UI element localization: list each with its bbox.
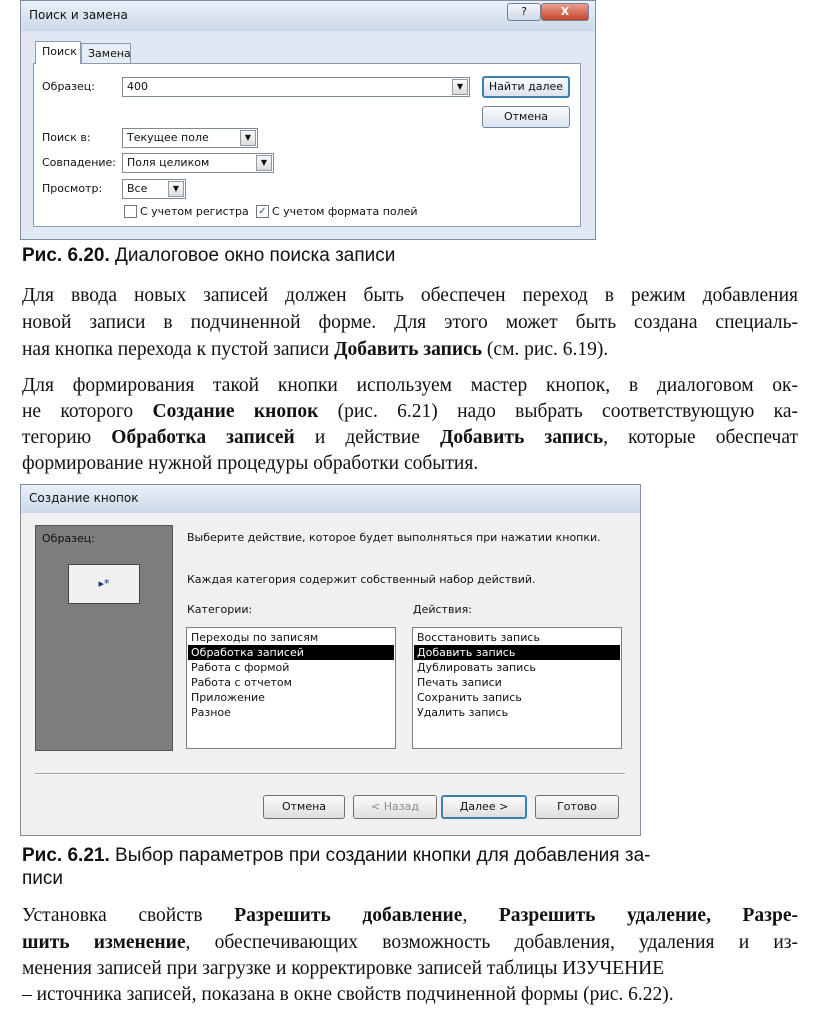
next-button[interactable]: Далее > [441,795,527,819]
match-value: Поля целиком [127,156,210,169]
sample-preview [35,525,173,751]
category-note: Каждая категория содержит собственный набор действий. [187,573,536,586]
match-select[interactable] [122,153,274,173]
pattern-value: 400 [127,80,148,93]
chevron-down-icon[interactable]: ▼ [256,155,272,171]
list-item[interactable]: Разное [191,706,231,719]
pattern-label: Образец: [42,80,95,93]
search-in-label: Поиск в: [42,131,91,144]
case-sensitive-label: С учетом регистра [140,205,249,218]
text-line [22,425,798,451]
text-line: Для ввода новых записей должен быть обеспечен переход в режим добавления [22,285,798,306]
button-wizard-dialog [20,484,641,836]
finish-button[interactable]: Готово [535,795,619,819]
pattern-input[interactable] [122,77,470,97]
list-item-selected[interactable]: Добавить запись [414,645,620,660]
divider [35,773,625,775]
text-line: формирование нужной процедуры обработки события. [22,453,479,474]
figure-caption-text: Диалоговое окно поиска записи [115,245,396,266]
figure-number: Рис. 6.20. [22,245,110,266]
actions-label: Действия: [413,603,472,616]
close-button[interactable]: X [541,3,589,21]
title-bar [21,485,640,513]
search-in-value: Текущее поле [127,131,209,144]
text-span: не которого [22,401,153,422]
search-in-select[interactable] [122,128,258,148]
bold-term: Обработка записей [111,427,295,448]
text-span: (рис. 6.21) надо выбрать соответствующую ка- [318,401,798,422]
actions-list[interactable] [412,627,622,749]
view-select[interactable] [122,179,186,199]
dialog-title: Создание кнопок [29,491,139,505]
field-format-checkbox[interactable] [256,205,269,218]
list-item[interactable]: Работа с отчетом [191,676,292,689]
text-line: менения записей при загрузке и корректировке записей таблицы ИЗУЧЕНИЕ [22,958,665,979]
text-line: – источника записей, показана в окне свойств подчиненной формы (рис. 6.22). [22,984,674,1005]
cancel-button[interactable]: Отмена [482,106,570,128]
text-span: (см. рис. 6.19). [482,339,609,360]
categories-list[interactable] [186,627,396,749]
checkmark-icon: ✓ [258,206,267,217]
text-span: , которые обеспечат [603,427,798,448]
chevron-down-icon[interactable]: ▼ [452,79,468,95]
bold-term: Добавить запись [334,339,483,360]
list-item[interactable]: Приложение [191,691,265,704]
bold-term: Создание кнопок [152,401,319,422]
view-value: Все [127,182,148,195]
text-span: Установка свойств [22,905,235,926]
text-line [22,903,798,929]
new-record-icon: ▸* [68,564,140,604]
list-item[interactable]: Переходы по записям [191,631,319,644]
match-label: Совпадение: [42,156,117,169]
case-sensitive-checkbox[interactable] [124,205,137,218]
figure-number: Рис. 6.21. [22,845,110,866]
text-span: тегорию [22,427,112,448]
list-item[interactable]: Удалить запись [417,706,509,719]
tab-search[interactable]: Поиск [35,41,81,64]
list-item[interactable]: Печать записи [417,676,502,689]
figure-caption-6-20 [22,244,395,267]
text-line [22,399,798,425]
figure-caption-6-21 [22,844,802,890]
chevron-down-icon[interactable]: ▼ [240,130,256,146]
search-panel [33,63,581,227]
cancel-button[interactable]: Отмена [263,795,345,819]
list-item[interactable]: Восстановить запись [417,631,540,644]
categories-label: Категории: [187,603,253,616]
text-span: , обеспечивающих возможность добавления, удаления и из- [185,932,798,953]
tab-replace[interactable]: Замена [81,43,131,63]
bold-term: шить изменение [22,932,186,953]
caption-line: писи [22,868,64,889]
text-line: новой записи в подчиненной форме. Для этого может быть создана специаль- [22,312,798,333]
text-span: ная кнопка перехода к пустой записи [22,339,335,360]
bold-term: Разрешить удаление, Разре- [498,905,798,926]
list-item[interactable]: Сохранить запись [417,691,522,704]
back-button[interactable]: < Назад [353,795,437,819]
bold-term: Добавить запись [439,427,604,448]
text-line [22,337,798,363]
caption-line [22,844,802,867]
help-button[interactable]: ? [507,3,541,21]
chevron-down-icon[interactable]: ▼ [168,181,184,197]
field-format-label: С учетом формата полей [272,205,418,218]
find-next-button[interactable]: Найти далее [482,76,570,98]
text-span: и действие [294,427,440,448]
dialog-title: Поиск и замена [29,8,128,22]
bold-term: Разрешить добавление [234,905,463,926]
figure-caption-text: Выбор параметров при создании кнопки для добавления за- [115,845,651,866]
list-item[interactable]: Работа с формой [191,661,290,674]
sample-label: Образец: [42,532,95,545]
text-span: , [462,905,499,926]
instruction-text: Выберите действие, которое будет выполняться при нажатии кнопки. [187,531,601,544]
text-line: Для формирования такой кнопки используем мастер кнопок, в диалоговом ок- [22,375,798,396]
view-label: Просмотр: [42,182,103,195]
list-item[interactable]: Дублировать запись [417,661,536,674]
text-line [22,930,798,956]
find-replace-dialog [20,0,596,240]
title-bar [21,1,595,31]
list-item-selected[interactable]: Обработка записей [188,645,394,660]
